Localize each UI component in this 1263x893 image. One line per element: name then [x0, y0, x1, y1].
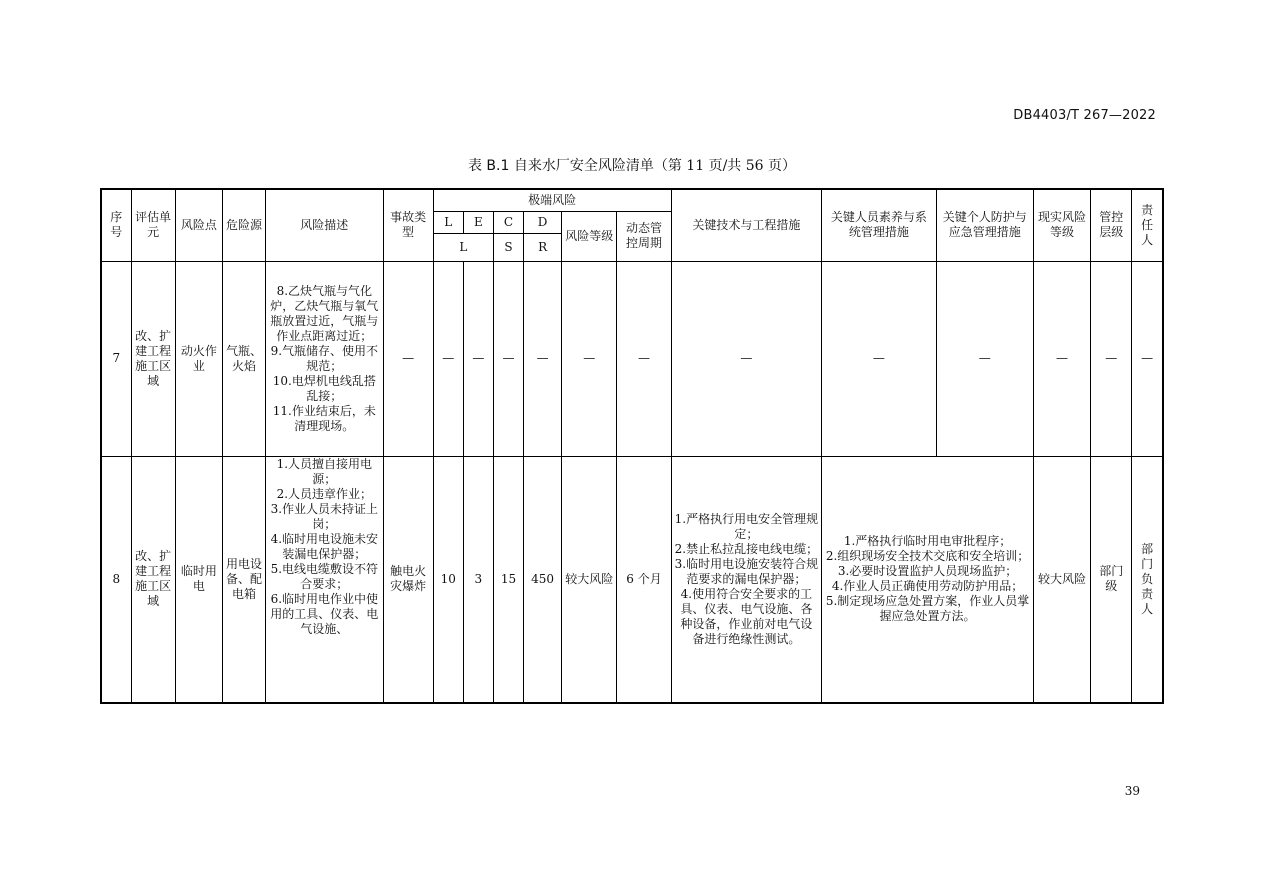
- cell-dynamic-cycle: —: [617, 261, 671, 456]
- cell-point: 临时用电: [175, 456, 222, 703]
- header-row: [101, 189, 1163, 211]
- col-point: 风险点: [175, 189, 222, 261]
- cell-C: —: [493, 261, 523, 456]
- cell-accident: —: [383, 261, 433, 456]
- cell-risk-level: —: [562, 261, 617, 456]
- cell-seq: 7: [101, 261, 131, 456]
- col-control-level: 管控层级: [1091, 189, 1132, 261]
- cell-point: 动火作业: [175, 261, 222, 456]
- col-dynamic-cycle: 动态管控周期: [617, 211, 671, 261]
- cell-source: 气瓶、火焰: [222, 261, 265, 456]
- col-seq: 序号: [101, 189, 131, 261]
- cell-E: 3: [463, 456, 493, 703]
- risk-table: [100, 188, 1164, 704]
- cell-unit: 改、扩建工程施工区域: [131, 456, 175, 703]
- cell-unit: 改、扩建工程施工区域: [131, 261, 175, 456]
- cell-tech: —: [671, 261, 822, 456]
- col-D: D: [524, 211, 562, 233]
- col-desc: 风险描述: [266, 189, 383, 261]
- col-protect: 关键个人防护与应急管理措施: [936, 189, 1033, 261]
- cell-source: 用电设备、配电箱: [222, 456, 265, 703]
- page-number: 39: [1124, 784, 1140, 798]
- cell-desc: 8.乙炔气瓶与气化炉，乙炔气瓶与氧气瓶放置过近，气瓶与作业点距离过近； 9.气瓶储存、使用不规范； 10.电焊机电线乱搭乱接； 11.作业结束后，未清理现场。: [266, 261, 383, 456]
- cell-protect: —: [936, 261, 1033, 456]
- cell-responsible: 部门负责人: [1132, 456, 1163, 703]
- cell-D: 450: [524, 456, 562, 703]
- col-E: E: [463, 211, 493, 233]
- col-R: R: [524, 233, 562, 261]
- cell-desc: 1.人员擅自接用电源； 2.人员违章作业； 3.作业人员未持证上岗； 4.临时用电设施未安装漏电保护器； 5.电线电缆敷设不符合要求； 6.临时用电作业中使用的工具、仪表、电气设施、: [266, 456, 383, 703]
- col-risk-level: 风险等级: [562, 211, 617, 261]
- col-personnel: 关键人员素养与系统管理措施: [822, 189, 936, 261]
- cell-control-level: —: [1091, 261, 1132, 456]
- col-L: L: [433, 211, 463, 233]
- cell-actual-level: 较大风险: [1033, 456, 1090, 703]
- table-title-main: 表 B.1 自来水厂安全风险清单: [467, 158, 654, 174]
- table-title: [100, 155, 1164, 175]
- cell-risk-level: 较大风险: [562, 456, 617, 703]
- cell-control-level: 部门级: [1091, 456, 1132, 703]
- cell-E: —: [463, 261, 493, 456]
- cell-actual-level: —: [1033, 261, 1090, 456]
- cell-accident: 触电火灾爆炸: [383, 456, 433, 703]
- col-C: C: [493, 211, 523, 233]
- col-accident: 事故类型: [383, 189, 433, 261]
- cell-responsible: —: [1132, 261, 1163, 456]
- col-extreme-risk: 极端风险: [433, 189, 671, 211]
- cell-C: 15: [493, 456, 523, 703]
- document-code: DB4403/T 267—2022: [1013, 108, 1156, 123]
- col-S: S: [493, 233, 523, 261]
- col-actual-level: 现实风险等级: [1033, 189, 1090, 261]
- cell-dynamic-cycle: 6 个月: [617, 456, 671, 703]
- col-source: 危险源: [222, 189, 265, 261]
- cell-L: 10: [433, 456, 463, 703]
- cell-personnel: —: [822, 261, 936, 456]
- cell-D: —: [524, 261, 562, 456]
- table-title-page-range: （第 11 页/共 56 页）: [653, 158, 797, 174]
- col-L2: L: [433, 233, 493, 261]
- table-row: [101, 261, 1163, 456]
- cell-seq: 8: [101, 456, 131, 703]
- table-row: [101, 456, 1163, 703]
- col-unit: 评估单元: [131, 189, 175, 261]
- cell-L: —: [433, 261, 463, 456]
- cell-personnel-protect: 1.严格执行临时用电审批程序； 2.组织现场安全技术交底和安全培训； 3.必要时设置监护人员现场监护； 4.作业人员正确使用劳动防护用品； 5.制定现场应急处置方案，作业人员掌握应急处置方法。: [822, 456, 1034, 703]
- col-tech: 关键技术与工程措施: [671, 189, 822, 261]
- col-responsible: 责任人: [1132, 189, 1163, 261]
- cell-tech: 1.严格执行用电安全管理规定； 2.禁止私拉乱接电线电缆； 3.临时用电设施安装符合规范要求的漏电保护器； 4.使用符合安全要求的工具、仪表、电气设施、各种设备，作业前对电气设备进行绝缘性测试。: [671, 456, 822, 703]
